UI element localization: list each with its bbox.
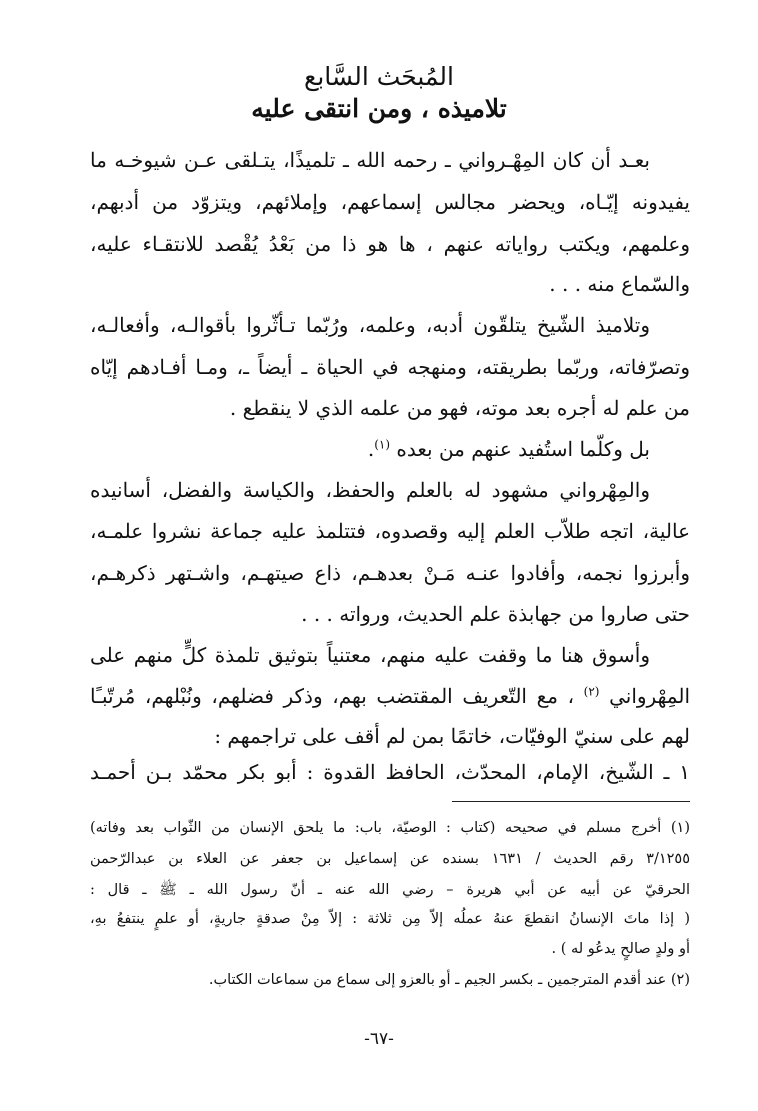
paragraph-line: لهم على سنيّ الوفيّات، خاتمًا بمن لم أقف على تراجمهم : xyxy=(214,724,690,748)
paragraph-line: بعـد أن كان المِهْـرواني ـ رحمه الله ـ تلميذًا، يتـلقى عـن شيوخـه ما xyxy=(90,148,650,172)
paragraph-line: وأسوق هنا ما وقفت عليه منهم، معتنياً بتوثيق تلمذة كلٍّ منهم على xyxy=(90,643,650,667)
paragraph-line: عالية، اتجه طلاّب العلم إليه وقصدوه، فتتلمذ عليه جماعة نشروا علمـه، xyxy=(90,519,690,543)
footnote-separator xyxy=(452,801,690,802)
footnote-line: ( إذا ماتَ الإنسانُ انقطعَ عنهُ عملُه إلاّ مِن ثلاثة : إلاّ مِنْ صدقةٍ جاريةٍ، أو علمٍ ينتفعُ بهِ، xyxy=(90,911,690,927)
page-number: -٦٧- xyxy=(364,1029,394,1049)
footnote-ref: (١) xyxy=(374,437,391,452)
paragraph-line: وتلاميذ الشّيخ يتلقّون أدبه، وعلمه، ورُبّما تـأثّروا بأقوالـه، وأفعالـه، xyxy=(90,313,650,337)
footnote-ref: (٢) xyxy=(583,684,600,699)
footnote-line: الحرقيّ عن أبيه عن أبي هريرة – رضي الله عنه ـ أنّ رسول الله ـ ﷺ ـ قال : xyxy=(90,882,690,898)
paragraph-line: بل وكلّما استُفيد عنهم من بعده $^{(١)}$. xyxy=(367,437,650,461)
paragraph-line: من علم له أجره بعد موته، فهو من علمه الذي لا ينقطع . xyxy=(229,396,690,420)
paragraph-line: والمِهْرواني مشهود له بالعلم والحفظ، والكياسة والفضل، أسانيده xyxy=(90,478,650,502)
footnote-line: أو ولدٍ صالحٍ يدعُو له ) . xyxy=(551,941,690,957)
footnote-line: (٢) عند أقدم المترجمين ـ بكسر الجيم ـ أو بالعزو إلى سماع من سماعات الكتاب. xyxy=(208,972,690,988)
section-label: المُبحَث السَّابع xyxy=(304,62,454,91)
paragraph-line: وعلمهم، ويكتب رواياته عنهم ، ها هو ذا من بَعْدُ يُقْصد للانتقـاء عليه، xyxy=(90,232,690,256)
footnote-line: (١) أخرج مسلم في صحيحه (كتاب : الوصيّة، باب: ما يلحق الإنسان من الثّواب بعد وفاته) xyxy=(90,820,690,836)
paragraph-line: والسّماع منه . . . xyxy=(549,272,690,296)
paragraph-line: وأبرزوا نجمه، وأفادوا عنـه مَـنْ بعدهـم، ذاع صيتهـم، واشـتهر ذكرهـم، xyxy=(90,561,690,585)
numbered-entry: ١ ـ الشّيخ، الإمام، المحدّث، الحافظ القدوة : أبو بكر محمّد بـن أحمـد xyxy=(90,760,690,784)
footnote-line: ٣/١٢٥٥ رقم الحديث / ١٦٣١ بسنده عن إسماعيل بن جعفر عن العلاء بن عبدالرّحمن xyxy=(90,851,690,867)
paragraph-line: المِهْرواني $^{(٢)}$ ، مع التّعريف المقتضب بهم، وذكر فضلهم، ونُبْلهم، مُرتّبـًا xyxy=(90,684,690,708)
section-title: تلاميذه ، ومن انتقى عليه xyxy=(251,94,507,123)
paragraph-line: وتصرّفاته، وربّما بطريقته، ومنهجه في الحياة ـ أيضاً ـ، ومـا أفـادهم إيّاه xyxy=(90,355,690,379)
paragraph-line: حتى صاروا من جهابذة علم الحديث، ورواته . . . xyxy=(301,602,690,626)
paragraph-line: يفيدونه إيّـاه، ويحضر مجالس إسماعهم، وإملائهم، ويتزوّد من أدبهم، xyxy=(90,190,690,214)
